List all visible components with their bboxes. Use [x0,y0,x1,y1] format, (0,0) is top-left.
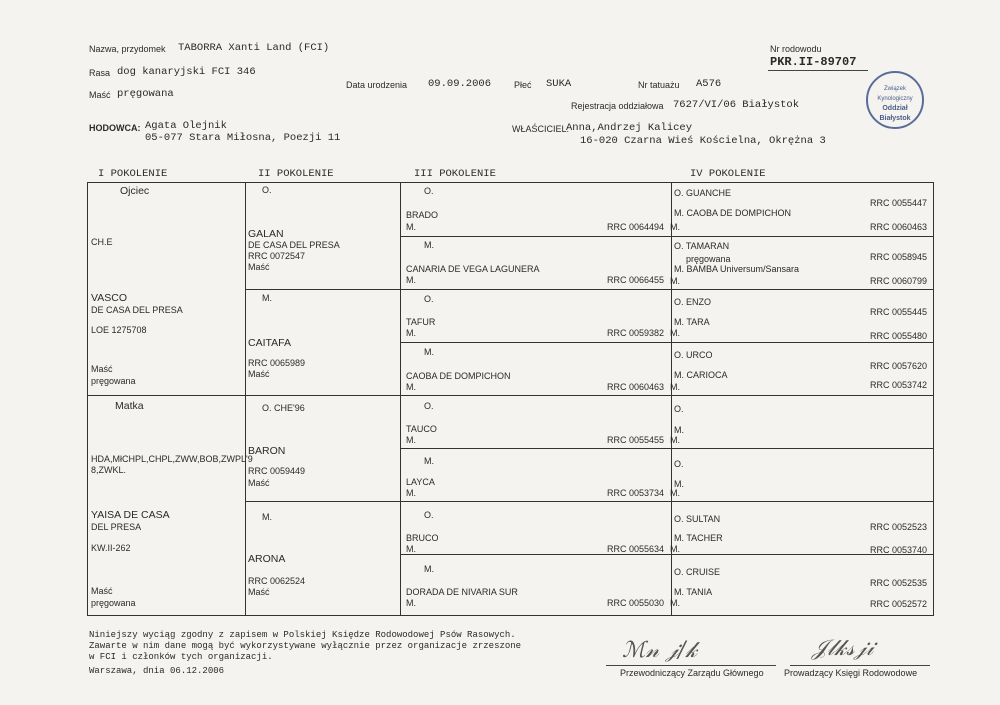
g4-2-m-marker: M. [670,276,680,286]
dam-titles-1: HDA,MłCHPL,CHPL,ZWW,BOB,ZWPL'9 [91,454,253,464]
registration-value: 7627/VI/06 Białystok [673,99,800,111]
gen1-header: I POKOLENIE [98,168,168,180]
g3-5-label: O. [424,401,434,411]
g3-5-name: TAUCO [406,424,437,434]
tattoo-value: A576 [696,78,722,90]
g4-2-dam-reg: RRC 0060799 [870,276,928,286]
dam-name-1: YAISA DE CASA [91,509,170,521]
g4-6-m-marker: M. [670,488,680,498]
stamp-mid-text: Oddział [882,105,908,112]
breeder-label: HODOWCA: [89,123,141,133]
g4-3-sire: O. ENZO [674,297,712,307]
g4-7-sire: O. SULTAN [674,514,721,524]
birth-label: Data urodzenia [346,80,408,90]
g3-6-label: M. [424,456,434,466]
breeder-address: 05-077 Stara Miłosna, Poezji 11 [145,132,341,144]
sire-name-1: VASCO [91,292,127,304]
signature-line-1 [606,665,776,666]
pedigree-number: PKR.II-89707 [770,55,857,69]
footer-line-1: Niniejszy wyciąg zgodny z zapisem w Polskiej Księdze Rodowodowej Psów Rasowych. [89,630,516,640]
g4-8-m-marker: M. [670,598,680,608]
g4-8-dam: M. TANIA [674,587,713,597]
stamp-city-text: Białystok [879,115,911,122]
g2-sire-dam-name: CAITAFA [248,337,291,349]
g3-2-reg: RRC 0066455 [607,275,665,285]
g4-4-sire: O. URCO [674,350,713,360]
row-divider-q1 [245,289,933,290]
g3-2-label: M. [424,240,434,250]
signature-1-label: Przewodniczący Zarządu Głównego [620,668,764,678]
row-divider-q3 [245,501,933,502]
signature-1: ℳ𝓃 𝒿/𝓀 [622,638,698,663]
g3-4-reg: RRC 0060463 [607,382,665,392]
g2-sire-dam-reg: RRC 0065989 [248,358,306,368]
footer-line-3: w FCI i członków tych organizacji. [89,652,273,662]
signature-2-label: Prowadzący Księgi Rodowodowe [784,668,918,678]
g4-2-dam: M. BAMBA Universum/Sansara [674,264,800,274]
g4-4-m-marker: M. [670,382,680,392]
footer-date: Warszawa, dnia 06.12.2006 [89,666,225,676]
dam-titles-2: 8,ZWKL. [91,465,127,475]
pedigree-no-label: Nr rodowodu [770,44,822,54]
g3-3-name: TAFUR [406,317,436,327]
g2-dam-sire-color: Maść [248,478,270,488]
sire-registration: LOE 1275708 [91,325,147,335]
sire-title: CH.E [91,237,113,247]
g2-sire-sire-name-2: DE CASA DEL PRESA [248,240,340,250]
sire-color: pręgowana [91,376,136,386]
g4-5-dam: M. [674,425,684,435]
g2-sire-sire-label: O. [262,185,272,195]
g2-dam-sire-name: BARON [248,445,286,457]
g4-8-sire-reg: RRC 0052535 [870,578,928,588]
registration-label: Rejestracja oddziałowa [571,101,664,111]
gen2-header: II POKOLENIE [258,168,334,180]
pedigree-table [87,182,934,616]
registry-stamp [866,71,924,129]
g4-1-dam: M. CAOBA DE DOMPICHON [674,208,792,218]
row-divider-e7 [400,554,933,555]
breed-label: Rasa [89,68,111,78]
g2-sire-sire-reg: RRC 0072547 [248,251,306,261]
g4-6-dam: M. [674,479,684,489]
color-value: pręgowana [117,88,174,100]
gen3-header: III POKOLENIE [414,168,496,180]
g3-1-label: O. [424,186,434,196]
dam-color-label: Maść [91,586,113,596]
dam-name-2: DEL PRESA [91,522,142,532]
g3-8-label: M. [424,564,434,574]
g4-3-sire-reg: RRC 0055445 [870,307,928,317]
g4-5-sire: O. [674,404,684,414]
g4-3-dam: M. TARA [674,317,710,327]
row-divider-e3 [400,342,933,343]
g4-6-sire: O. [674,459,684,469]
g2-sire-sire-color: Maść [248,262,270,272]
gen4-header: IV POKOLENIE [690,168,766,180]
g3-5-reg: RRC 0055455 [607,435,665,445]
g2-dam-dam-name: ARONA [248,553,286,565]
g4-7-dam-reg: RRC 0053740 [870,545,928,555]
g3-7-label: O. [424,510,434,520]
dam-label: Matka [115,400,144,412]
g4-4-dam: M. CARIOCA [674,370,728,380]
g3-7-m: M. [406,544,416,554]
dog-name: TABORRA Xanti Land (FCI) [178,42,330,54]
color-label: Maść [89,90,111,100]
owner-label: WŁAŚCICIEL: [512,124,570,134]
g4-8-dam-reg: RRC 0052572 [870,599,928,609]
dam-registration: KW.II-262 [91,543,131,553]
g3-8-reg: RRC 0055030 [607,598,665,608]
g4-4-dam-reg: RRC 0053742 [870,380,928,390]
col-divider-1 [245,183,246,615]
breed-value: dog kanaryjski FCI 346 [117,66,256,78]
g4-1-sire-reg: RRC 0055447 [870,198,928,208]
g4-7-sire-reg: RRC 0052523 [870,522,928,532]
g4-4-sire-reg: RRC 0057620 [870,361,928,371]
g4-7-m-marker: M. [670,544,680,554]
g4-3-dam-reg: RRC 0055480 [870,331,928,341]
g3-6-m: M. [406,488,416,498]
g2-sire-dam-color: Maść [248,369,270,379]
sire-label: Ojciec [120,185,150,197]
g4-7-dam: M. TACHER [674,533,723,543]
g4-1-m-marker: M. [670,222,680,232]
g3-7-name: BRUCO [406,533,439,543]
g2-dam-sire-label: O. CHE'96 [262,403,305,413]
g3-3-reg: RRC 0059382 [607,328,665,338]
row-divider-e5 [400,448,933,449]
g3-1-name: BRADO [406,210,439,220]
g3-4-label: M. [424,347,434,357]
g2-dam-dam-label: M. [262,512,272,522]
g2-dam-dam-color: Maść [248,587,270,597]
g2-dam-dam-reg: RRC 0062524 [248,576,306,586]
g4-2-sire: O. TAMARAN [674,241,730,251]
owner-name: Anna,Andrzej Kalicey [566,122,693,134]
g2-dam-sire-reg: RRC 0059449 [248,466,306,476]
footer-line-2: Zawarte w nim dane mogą być wykorzystywane wyłącznie przez organizacje zrzeszone [89,641,522,651]
g3-3-m: M. [406,328,416,338]
g2-sire-dam-label: M. [262,293,272,303]
g3-8-name: DORADA DE NIVARIA SUR [406,587,518,597]
g3-1-m: M. [406,222,416,232]
g4-5-m-marker: M. [670,435,680,445]
g4-1-sire: O. GUANCHE [674,188,732,198]
breeder-name: Agata Olejnik [145,120,227,132]
stamp-top-text: Związek Kynologiczny [877,86,913,102]
birth-date: 09.09.2006 [428,78,492,90]
sex-value: SUKA [546,78,572,90]
g4-2-extra: pręgowana [686,254,731,264]
g4-2-sire-reg: RRC 0058945 [870,252,928,262]
g3-7-reg: RRC 0055634 [607,544,665,554]
pedigree-underline [768,70,868,71]
g2-sire-sire-name-1: GALAN [248,228,284,240]
g3-2-name: CANARIA DE VEGA LAGUNERA [406,264,540,274]
g4-8-sire: O. CRUISE [674,567,721,577]
owner-address: 16-020 Czarna Wieś Kościelna, Okrężna 3 [580,135,826,147]
g4-3-m-marker: M. [670,328,680,338]
g3-3-label: O. [424,294,434,304]
col-divider-2 [400,183,401,615]
g3-2-m: M. [406,275,416,285]
g3-4-m: M. [406,382,416,392]
tattoo-label: Nr tatuażu [638,80,680,90]
g3-1-reg: RRC 0064494 [607,222,665,232]
name-label: Nazwa, przydomek [89,44,166,54]
sex-label: Płeć [514,80,532,90]
g3-6-reg: RRC 0053734 [607,488,665,498]
signature-line-2 [790,665,930,666]
sire-name-2: DE CASA DEL PRESA [91,305,183,315]
sire-color-label: Maść [91,364,113,374]
g3-8-m: M. [406,598,416,608]
g3-4-name: CAOBA DE DOMPICHON [406,371,511,381]
g4-1-dam-reg: RRC 0060463 [870,222,928,232]
row-divider-half [88,395,933,396]
dam-color: pręgowana [91,598,136,608]
g3-6-name: LAYCA [406,477,435,487]
row-divider-e1 [400,236,933,237]
signature-2: 𝒥𝓁𝓀𝓈𝒿𝒾 [812,636,874,661]
g3-5-m: M. [406,435,416,445]
